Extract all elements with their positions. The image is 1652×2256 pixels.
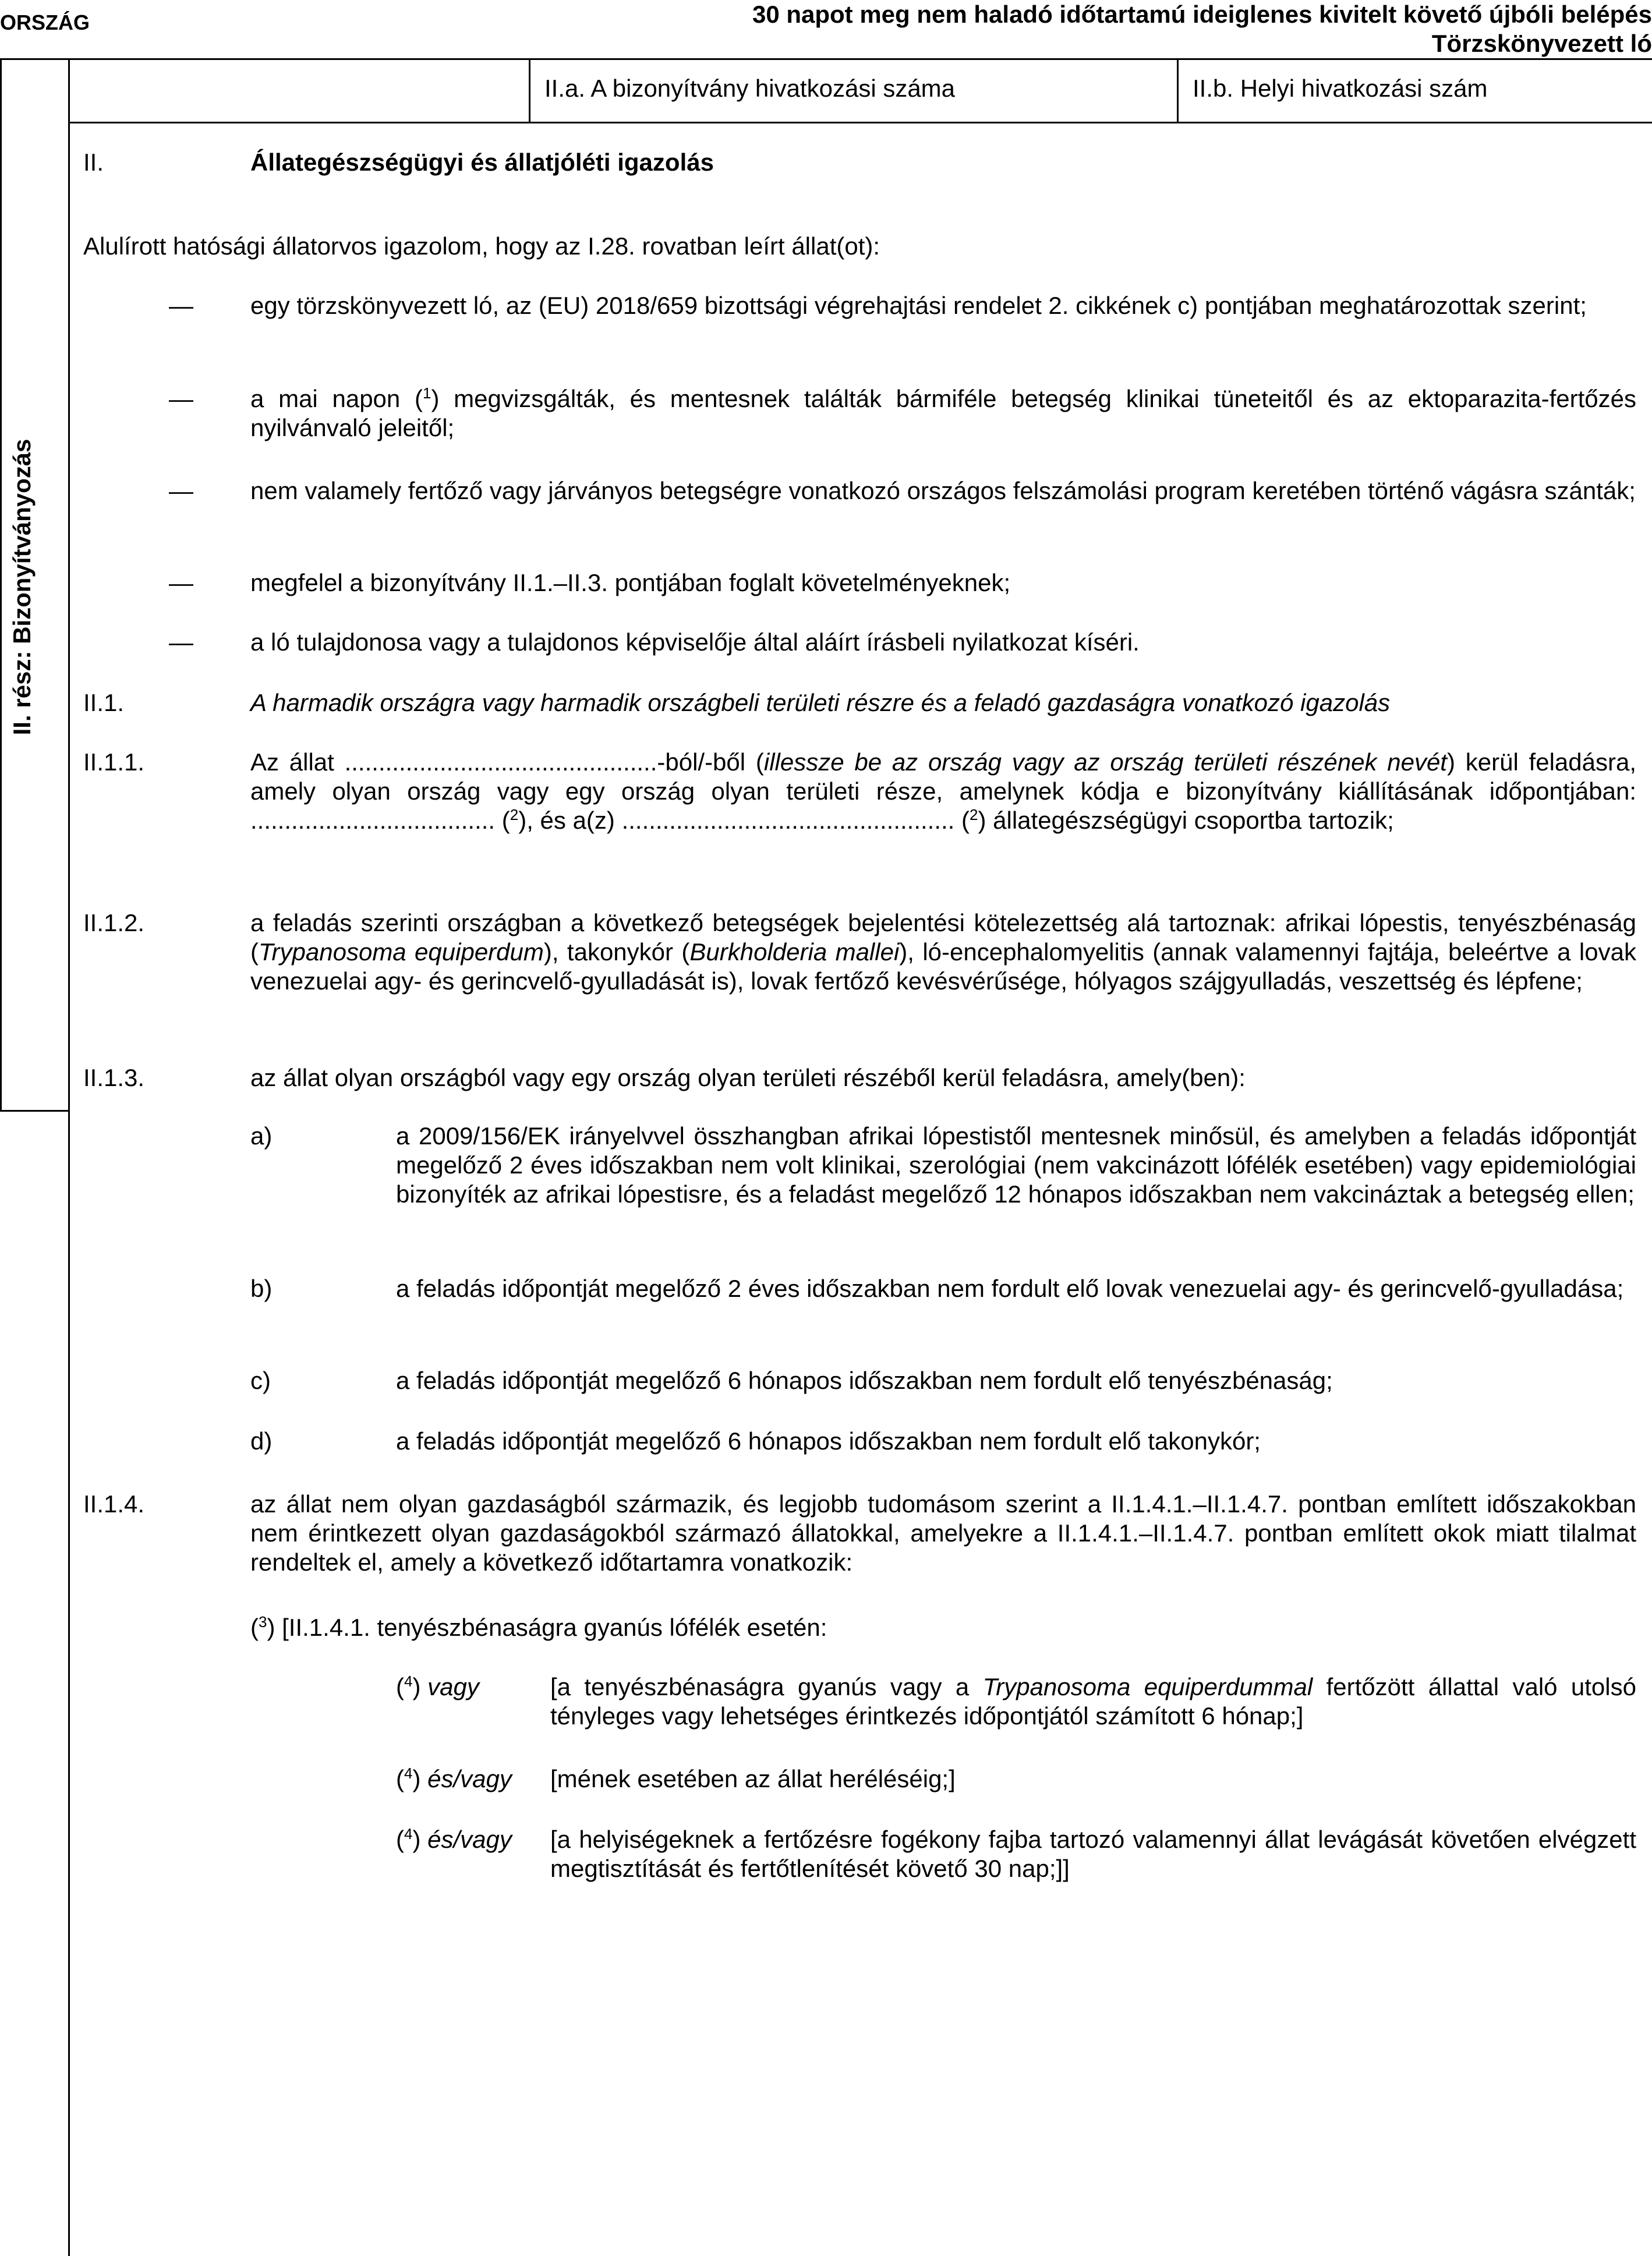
footnote-ref: 4 [404,1825,413,1843]
option-label: ($^4$) és/vagy [396,1825,512,1853]
certificate-title [752,0,1652,58]
side-box-left-rule [0,58,2,1111]
option-text: [a helyiségeknek a fertőzésre fogékony fajba tartozó valamennyi állat levágását követően elvégzett megtisztítását és fertőtlenítését követő 30 nap;]] [550,1826,1636,1882]
clause-text: az állat olyan országból vagy egy ország olyan területi részéből kerül feladásra, amely(ben): [250,1064,1246,1091]
footnote-ref: 1 [422,384,431,402]
bullet-dash: — [169,292,193,319]
bullet-item: megfelel a bizonyítvány II.1.–II.3. pontjában foglalt követelményeknek; [250,569,1011,596]
title-line-1: 30 napot meg nem haladó időtartamú ideiglenes kivitelt követő újbóli belépés [752,1,1652,28]
item-label: c) [250,1367,271,1394]
bullet-dash: — [169,385,193,412]
side-label-text: II. rész: Bizonyítványozás [8,439,36,736]
side-box-bottom-rule [0,1110,69,1112]
subsection-number: II.1. [83,689,125,716]
reference-row-bottom-rule [68,122,1652,123]
frame-top-rule [0,58,1652,60]
footnote-ref: 4 [404,1765,413,1782]
option-text: [mének esetében az állat heréléséig;] [550,1765,956,1792]
bullet-item: nem valamely fertőző vagy járványos betegségre vonatkozó országos felszámolási program keretében történő vágásra szánták; [250,477,1636,504]
reference-divider-2 [1177,58,1179,122]
bullet-item: egy törzskönyvezett ló, az (EU) 2018/659 bizottsági végrehajtási rendelet 2. cikkének c) pontjában meghatározottak szerint; [250,292,1587,319]
option-label: ($^4$) és/vagy [396,1765,512,1792]
country-label: ORSZÁG [0,10,90,34]
sub-clause-heading: ($^3$) [II.1.4.1. tenyészbénaságra gyanús lófélék esetén: [250,1613,827,1641]
clause-number: II.1.1. [83,748,145,776]
footnote-ref: 2 [510,806,519,823]
section-number: II. [83,148,104,176]
item-label: a) [250,1122,273,1150]
item-text: a feladás időpontját megelőző 6 hónapos időszakban nem fordult elő tenyészbénaság; [396,1367,1333,1394]
certificate-reference-label: II.a. A bizonyítvány hivatkozási száma [544,75,956,102]
footnote-ref: 4 [404,1672,413,1690]
bullet-dash: — [169,477,193,504]
main-column-rule [68,58,70,2256]
item-text: a 2009/156/EK irányelvvel összhangban afrikai lópestistől mentesnek minősül, és amelyben a feladás időpontját megelőző 2 éves időszakban nem volt klinikai, szerológiai (nem vakcinázott lófélék esetében) vagy epidemiológiai bizonyíték az afrikai lópestisre, és a feladást megelőző 12 hónapos időszakban nem vakcináztak a betegség ellen; [396,1122,1636,1208]
clause-number: II.1.4. [83,1490,145,1518]
bullet-item: a ló tulajdonosa vagy a tulajdonos képviselője által aláírt írásbeli nyilatkozat kíséri. [250,628,1140,656]
bullet-dash: — [169,628,193,656]
reference-divider-1 [529,58,530,122]
clause-text: a feladás szerinti országban a következő betegségek bejelentési kötelezettség alá tartoznak: afrikai lópestis, tenyészbénaság (Trypanosoma equiperdum), takonykór (Burkholderia mallei), ló-encephalomyelitis (annak valamennyi fajtája, beleértve a lovak venezuelai agy- és gerincvelő-gyulladását is), lovak fertőző kevésvérűsége, hólyagos szájgyulladás, veszettség és lépfene; [250,909,1636,995]
local-reference-label: II.b. Helyi hivatkozási szám [1193,75,1488,102]
item-text: a feladás időpontját megelőző 6 hónapos időszakban nem fordult elő takonykór; [396,1427,1261,1455]
item-label: b) [250,1275,273,1302]
subsection-title: A harmadik országra vagy harmadik országbeli területi részre és a feladó gazdaságra vonatkozó igazolás [250,689,1391,716]
section-title: Állategészségügyi és állatjóléti igazolás [250,148,714,176]
clause-number: II.1.3. [83,1064,145,1091]
clause-text: az állat nem olyan gazdaságból származik, és legjobb tudomásom szerint a II.1.4.1.–II.1.4.7. pontban említett időszakokban nem érintkezett olyan gazdaságokból származó állatokkal, amelyekre a II.1.4.1.–II.1.4.7. pontban említett okok miatt tilalmat rendeltek el, amely a következő időtartamra vonatkozik: [250,1490,1636,1576]
option-label: ($^4$) vagy [396,1672,479,1700]
option-text: [a tenyészbénaságra gyanús vagy a Trypanosoma equiperdummal fertőzött állattal való utolsó tényleges vagy lehetséges érintkezés időpontjától számított 6 hónap;] [550,1673,1636,1730]
bullet-item: a mai napon ($^1$) megvizsgálták, és mentesnek találták bármiféle betegség klinikai tüneteitől és az ektoparazita-fertőzés nyilvánvaló jeleitől; [250,384,1636,441]
item-text: a feladás időpontját megelőző 2 éves időszakban nem fordult elő lovak venezuelai agy- és gerincvelő-gyulladása; [396,1275,1624,1302]
item-label: d) [250,1427,273,1455]
title-line-2: Törzskönyvezett ló [1431,30,1652,57]
bullet-dash: — [169,569,193,596]
footnote-ref: 2 [970,806,978,823]
section-intro: Alulírott hatósági állatorvos igazolom, hogy az I.28. rovatban leírt állat(ot): [83,232,880,260]
clause-number: II.1.2. [83,909,145,936]
footnote-ref: 3 [259,1613,267,1631]
clause-text: Az állat ..............................................-ból/-ből (illessze be az ország vagy az ország területi részének nevét) kerül feladásra, amely olyan ország vagy egy ország olyan területi része, amelynek kódja e bizonyítvány kiállításának időpontjában: .................................... ($^2$), és a(z) ................................................. ($^2$) állategészségügyi csoportba tartozik; [250,748,1636,834]
